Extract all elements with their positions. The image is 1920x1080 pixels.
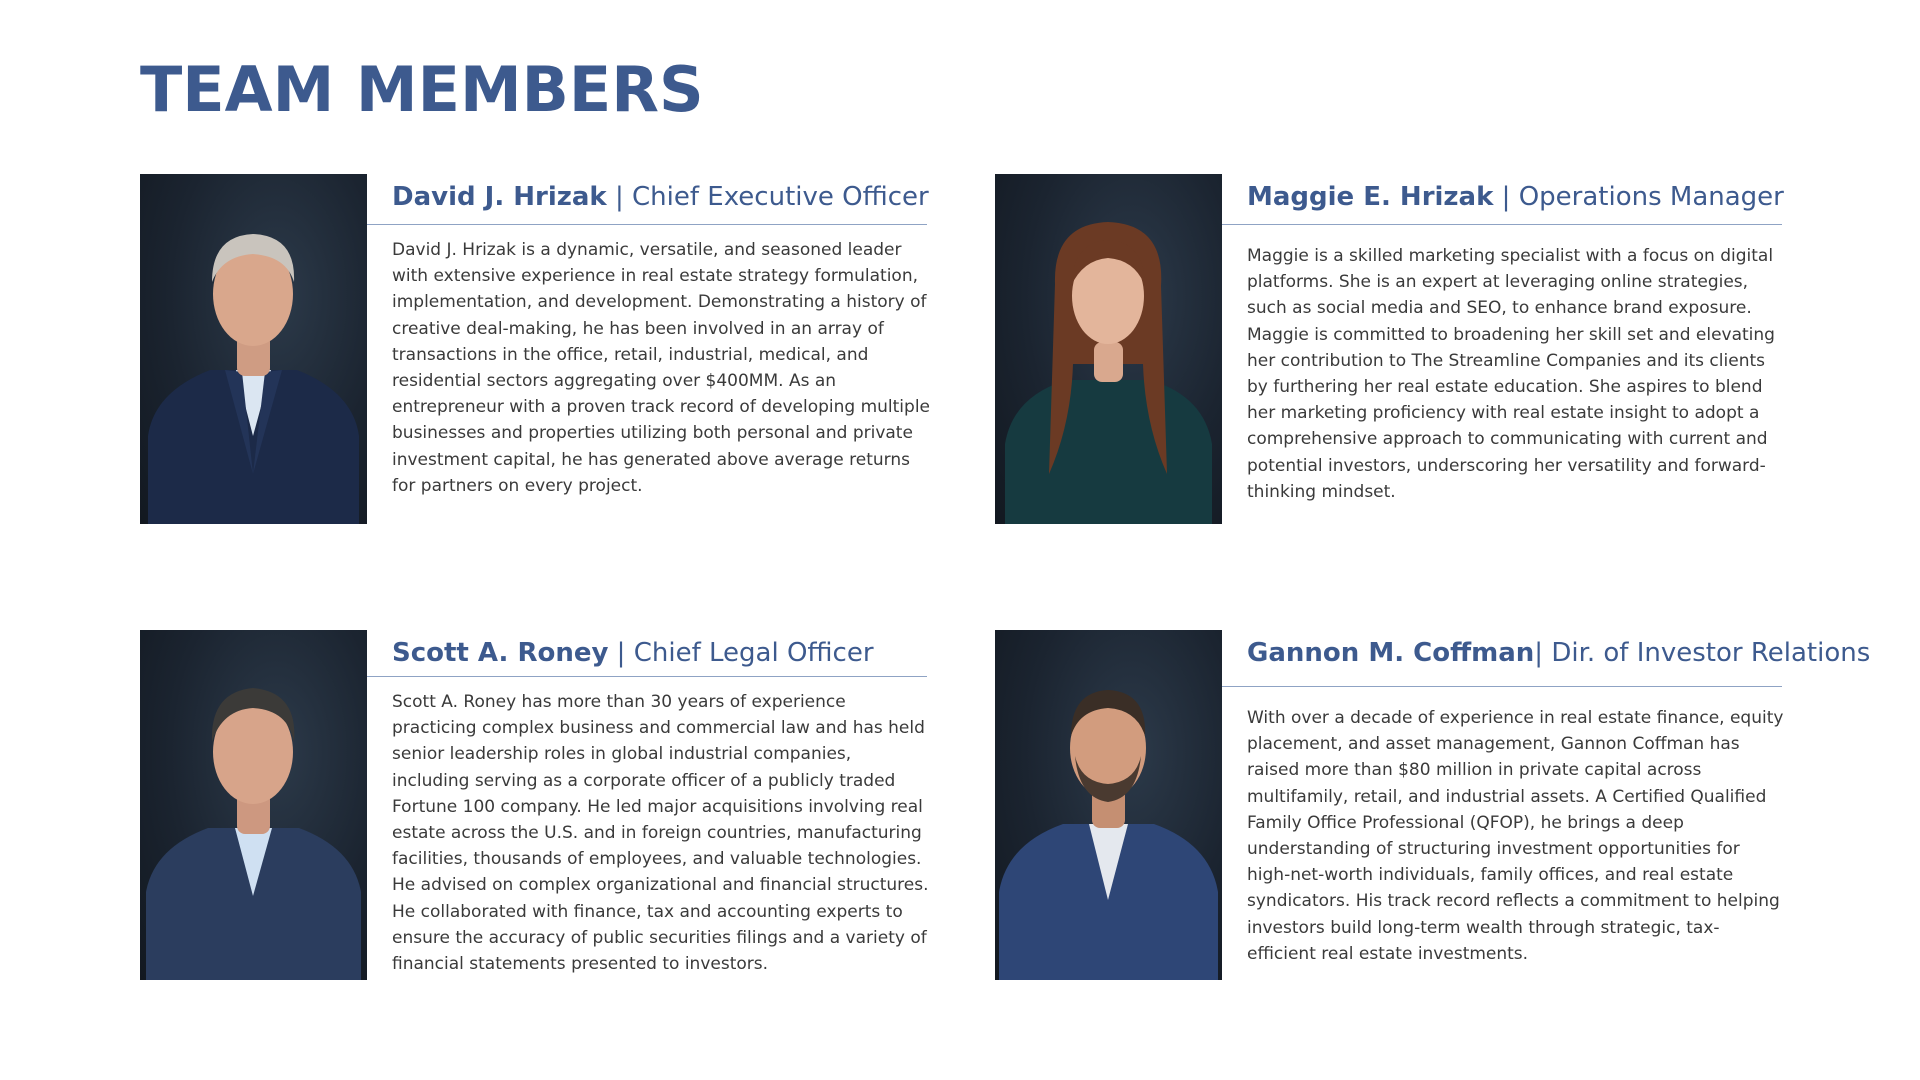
page-title: TEAM MEMBERS: [140, 53, 704, 126]
member-info: [367, 630, 927, 977]
person-silhouette-icon: [140, 174, 367, 524]
team-member-card-maggie: [995, 174, 1845, 526]
member-name: David J. Hrizak: [392, 182, 607, 212]
member-info: [367, 174, 930, 499]
member-name: Scott A. Roney: [392, 638, 609, 668]
member-name: Maggie E. Hrizak: [1247, 182, 1494, 212]
portrait-photo-gannon: [995, 630, 1222, 980]
person-silhouette-icon: [140, 630, 367, 980]
team-member-card-scott: [140, 630, 990, 982]
member-name: Gannon M. Coffman: [1247, 638, 1535, 668]
portrait-photo-david: [140, 174, 367, 524]
member-bio: Maggie is a skilled marketing specialist with a focus on digital platforms. She is an expert at leveraging online strategies, such as social media and SEO, to enhance brand exposure. Maggie is committed to broadening her skill set and elevating her contribution to The Streamline Companies and its clients by furthering her real estate education. She aspires to blend her marketing proficiency with real estate insight to adopt a comprehensive approach to communicating with current and potential investors, underscoring her versatility and forward-thinking mindset.: [1247, 246, 1775, 502]
name-title-row: [367, 174, 927, 225]
member-bio: With over a decade of experience in real estate finance, equity placement, and asset management, Gannon Coffman has raised more than $80 million in private capital across multifamily, retail, and industrial assets. A Certified Qualified Family Office Professional (QFOP), he brings a deep understanding of structuring investment opportunities for high-net-worth individuals, family offices, and real estate syndicators. His track record reflects a commitment to helping investors build long-term wealth through strategic, tax-efficient real estate investments.: [1247, 708, 1784, 964]
name-separator: |: [606, 182, 633, 212]
member-role: Dir. of Investor Relations: [1551, 638, 1871, 668]
name-separator: |: [1534, 638, 1552, 668]
team-member-card-gannon: [995, 630, 1871, 982]
member-bio: David J. Hrizak is a dynamic, versatile, and seasoned leader with extensive experience in real estate strategy formulation, implementation, and development. Demonstrating a history of creative deal-making, he has been involved in an array of transactions in the office, retail, industrial, medical, and residential sectors aggregating over $400MM. As an entrepreneur with a proven track record of developing multiple businesses and properties utilizing both personal and private investment capital, he has generated above average returns for partners on every project.: [392, 240, 930, 496]
team-member-card-david: [140, 174, 990, 526]
person-silhouette-icon: [995, 174, 1222, 524]
member-bio: Scott A. Roney has more than 30 years of experience practicing complex business and commercial law and has held senior leadership roles in global industrial companies, including serving as a corporate officer of a publicly traded Fortune 100 company. He led major acquisitions involving real estate across the U.S. and in foreign countries, manufacturing facilities, thousands of employees, and valuable technologies. He advised on complex organizational and financial structures. He collaborated with finance, tax and accounting experts to ensure the accuracy of public securities filings and a variety of financial statements presented to investors.: [392, 692, 929, 975]
member-role: Chief Legal Officer: [633, 638, 874, 668]
member-info: [1222, 630, 1871, 967]
name-separator: |: [608, 638, 634, 668]
person-silhouette-icon: [995, 630, 1222, 980]
name-separator: |: [1493, 182, 1519, 212]
member-role: Operations Manager: [1518, 182, 1784, 212]
member-info: [1222, 174, 1782, 505]
name-title-row: [367, 630, 927, 677]
portrait-photo-scott: [140, 630, 367, 980]
name-title-row: [1222, 174, 1782, 225]
member-role: Chief Executive Officer: [632, 182, 929, 212]
portrait-photo-maggie: [995, 174, 1222, 524]
name-title-row: [1222, 630, 1871, 687]
